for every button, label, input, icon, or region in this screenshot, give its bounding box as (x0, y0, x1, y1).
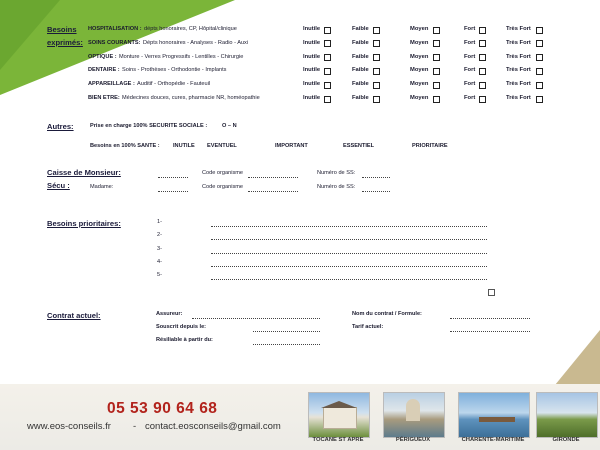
need-detail: Auditif - Orthopédie - Fauteuil (137, 81, 211, 88)
level-label: Très Fort (506, 95, 531, 101)
level-checkbox[interactable] (373, 54, 380, 61)
level-checkbox[interactable] (373, 40, 380, 47)
level-checkbox[interactable] (433, 68, 440, 75)
priority-field[interactable] (211, 238, 487, 240)
numero-ss-label-1: Numéro de SS: (317, 170, 356, 176)
level-label: Faible (352, 39, 369, 46)
level-checkbox[interactable] (433, 27, 440, 34)
sante-option-essentiel[interactable]: ESSENTIEL (343, 143, 375, 149)
level-label: Inutile (303, 67, 321, 74)
level-label: Faible (352, 67, 369, 74)
madame-field[interactable] (158, 190, 188, 192)
photo-gironde (536, 392, 598, 438)
prioritaires-title: Besoins prioritaires: (47, 219, 121, 228)
level-label: Très Fort (506, 39, 531, 46)
level-label: Faible (352, 26, 369, 32)
level-checkbox[interactable] (433, 96, 440, 103)
sante-option-prioritaire[interactable]: PRIORITAIRE (412, 143, 448, 149)
secu-100-label: Prise en charge 100% SECURITE SOCIALE : (90, 123, 208, 129)
need-detail: dépts honoraires, CP, Hôpital/clinique (144, 26, 237, 32)
priority-field[interactable] (211, 278, 487, 280)
level-label: Moyen (410, 39, 429, 46)
besoins-title-2: exprimés: (47, 38, 83, 47)
photo-tocane (308, 392, 370, 438)
level-checkbox[interactable] (479, 40, 486, 47)
need-label: SOINS COURANTS: (88, 39, 141, 46)
level-checkbox[interactable] (479, 27, 486, 34)
autres-title: Autres: (47, 122, 74, 131)
website-link[interactable]: www.eos-conseils.fr (27, 421, 111, 432)
caption-perigueux: PÉRIGUEUX (395, 437, 431, 443)
code-organisme-field-1[interactable] (248, 176, 298, 178)
level-label: Inutile (303, 81, 321, 88)
assureur-label: Assureur: (156, 311, 183, 317)
nom-contrat-label: Nom du contrat / Formule: (352, 311, 422, 317)
level-label: Inutile (303, 39, 321, 46)
need-label: BIEN ETRE: (88, 95, 120, 101)
need-detail: Dépts honoraires - Analyses - Radio - Auxi (143, 39, 249, 46)
priority-number: 2- (157, 232, 162, 239)
souscrit-label: Souscrit depuis le: (156, 324, 207, 330)
caption-gironde: GIRONDE (552, 437, 580, 443)
extra-checkbox[interactable] (488, 289, 495, 296)
level-label: Moyen (410, 26, 429, 32)
level-label: Moyen (410, 67, 429, 74)
souscrit-field[interactable] (253, 330, 320, 332)
code-organisme-label-2: Code organisme (202, 184, 244, 190)
level-label: Très Fort (506, 26, 531, 32)
resiliable-label: Résiliable à partir du: (156, 337, 213, 343)
level-checkbox[interactable] (373, 68, 380, 75)
level-checkbox[interactable] (433, 40, 440, 47)
level-checkbox[interactable] (479, 82, 486, 89)
level-checkbox[interactable] (324, 68, 331, 75)
priority-number: 5- (157, 272, 162, 279)
level-label: Fort (464, 39, 476, 46)
besoins-title-1: Besoins (47, 25, 77, 34)
level-checkbox[interactable] (433, 54, 440, 61)
level-label: Faible (352, 95, 369, 101)
tan-corner-decoration (555, 330, 600, 385)
code-organisme-field-2[interactable] (248, 190, 298, 192)
level-label: Moyen (410, 53, 429, 60)
level-checkbox[interactable] (324, 27, 331, 34)
level-checkbox[interactable] (324, 40, 331, 47)
madame-label: Madame: (90, 184, 114, 190)
footer-separator: - (133, 421, 137, 432)
photo-perigueux (383, 392, 445, 438)
resiliable-field[interactable] (253, 343, 320, 345)
level-checkbox[interactable] (433, 82, 440, 89)
sante-option-inutile[interactable]: INUTILE (173, 143, 195, 149)
tarif-field[interactable] (450, 330, 530, 332)
level-label: Moyen (410, 81, 429, 88)
priority-number: 3- (157, 245, 162, 252)
numero-ss-field-1[interactable] (362, 176, 390, 178)
need-label: APPAREILLAGE : (88, 81, 135, 88)
contrat-title: Contrat actuel: (47, 311, 101, 320)
level-label: Moyen (410, 95, 429, 101)
level-label: Fort (464, 95, 476, 101)
level-checkbox[interactable] (324, 82, 331, 89)
level-checkbox[interactable] (536, 40, 543, 47)
numero-ss-field-2[interactable] (362, 190, 390, 192)
tarif-label: Tarif actuel: (352, 324, 384, 330)
level-checkbox[interactable] (324, 54, 331, 61)
level-checkbox[interactable] (373, 82, 380, 89)
sante-100-label: Besoins en 100% SANTE : (90, 143, 160, 149)
level-label: Très Fort (506, 81, 531, 88)
level-label: Faible (352, 81, 369, 88)
level-checkbox[interactable] (479, 54, 486, 61)
level-label: Fort (464, 67, 476, 74)
need-label: DENTAIRE : (88, 67, 120, 74)
priority-number: 1- (157, 219, 162, 225)
level-label: Faible (352, 53, 369, 60)
priority-number: 4- (157, 258, 162, 265)
monsieur-field[interactable] (158, 176, 188, 178)
level-checkbox[interactable] (536, 82, 543, 89)
priority-field[interactable] (211, 265, 487, 267)
level-label: Fort (464, 53, 476, 60)
level-checkbox[interactable] (536, 68, 543, 75)
level-checkbox[interactable] (536, 54, 543, 61)
assureur-field[interactable] (192, 317, 320, 319)
need-label: OPTIQUE : (88, 53, 117, 60)
need-label: HOSPITALISATION : (88, 26, 142, 32)
caption-tocane: TOCANE ST APRE (312, 437, 364, 443)
level-checkbox[interactable] (373, 96, 380, 103)
sante-option-important[interactable]: IMPORTANT (275, 143, 308, 149)
level-checkbox[interactable] (373, 27, 380, 34)
numero-ss-label-2: Numéro de SS: (317, 184, 356, 190)
phone-number[interactable]: 05 53 90 64 68 (107, 400, 218, 417)
need-detail: Soins - Prothèses - Orthodontie - Implants (122, 67, 227, 74)
green-corner-shade (0, 0, 60, 70)
level-label: Fort (464, 81, 476, 88)
level-checkbox[interactable] (479, 96, 486, 103)
level-checkbox[interactable] (536, 96, 543, 103)
need-detail: Monture - Verres Progressifs - Lentilles - Chirurgie (119, 53, 244, 60)
level-checkbox[interactable] (536, 27, 543, 34)
photo-charente-maritime (458, 392, 530, 438)
level-checkbox[interactable] (324, 96, 331, 103)
secu-title: Sécu : (47, 181, 70, 190)
level-label: Inutile (303, 95, 321, 101)
need-detail: Médecines douces, cures, pharmacie NR, homéopathie (122, 95, 260, 101)
sante-option-eventuel[interactable]: EVENTUEL (207, 143, 237, 149)
email-link[interactable]: contact.eosconseils@gmail.com (145, 421, 281, 432)
priority-field[interactable] (211, 225, 487, 227)
caption-charente-maritime: CHARENTE-MARITIME (461, 437, 525, 443)
caisse-title: Caisse de Monsieur: (47, 168, 121, 177)
level-checkbox[interactable] (479, 68, 486, 75)
secu-100-options[interactable]: O – N (222, 123, 237, 129)
level-label: Fort (464, 26, 476, 32)
code-organisme-label-1: Code organisme (202, 170, 244, 176)
level-label: Très Fort (506, 67, 531, 74)
nom-contrat-field[interactable] (450, 317, 530, 319)
level-label: Inutile (303, 26, 321, 32)
level-label: Inutile (303, 53, 321, 60)
level-label: Très Fort (506, 53, 531, 60)
priority-field[interactable] (211, 252, 487, 254)
